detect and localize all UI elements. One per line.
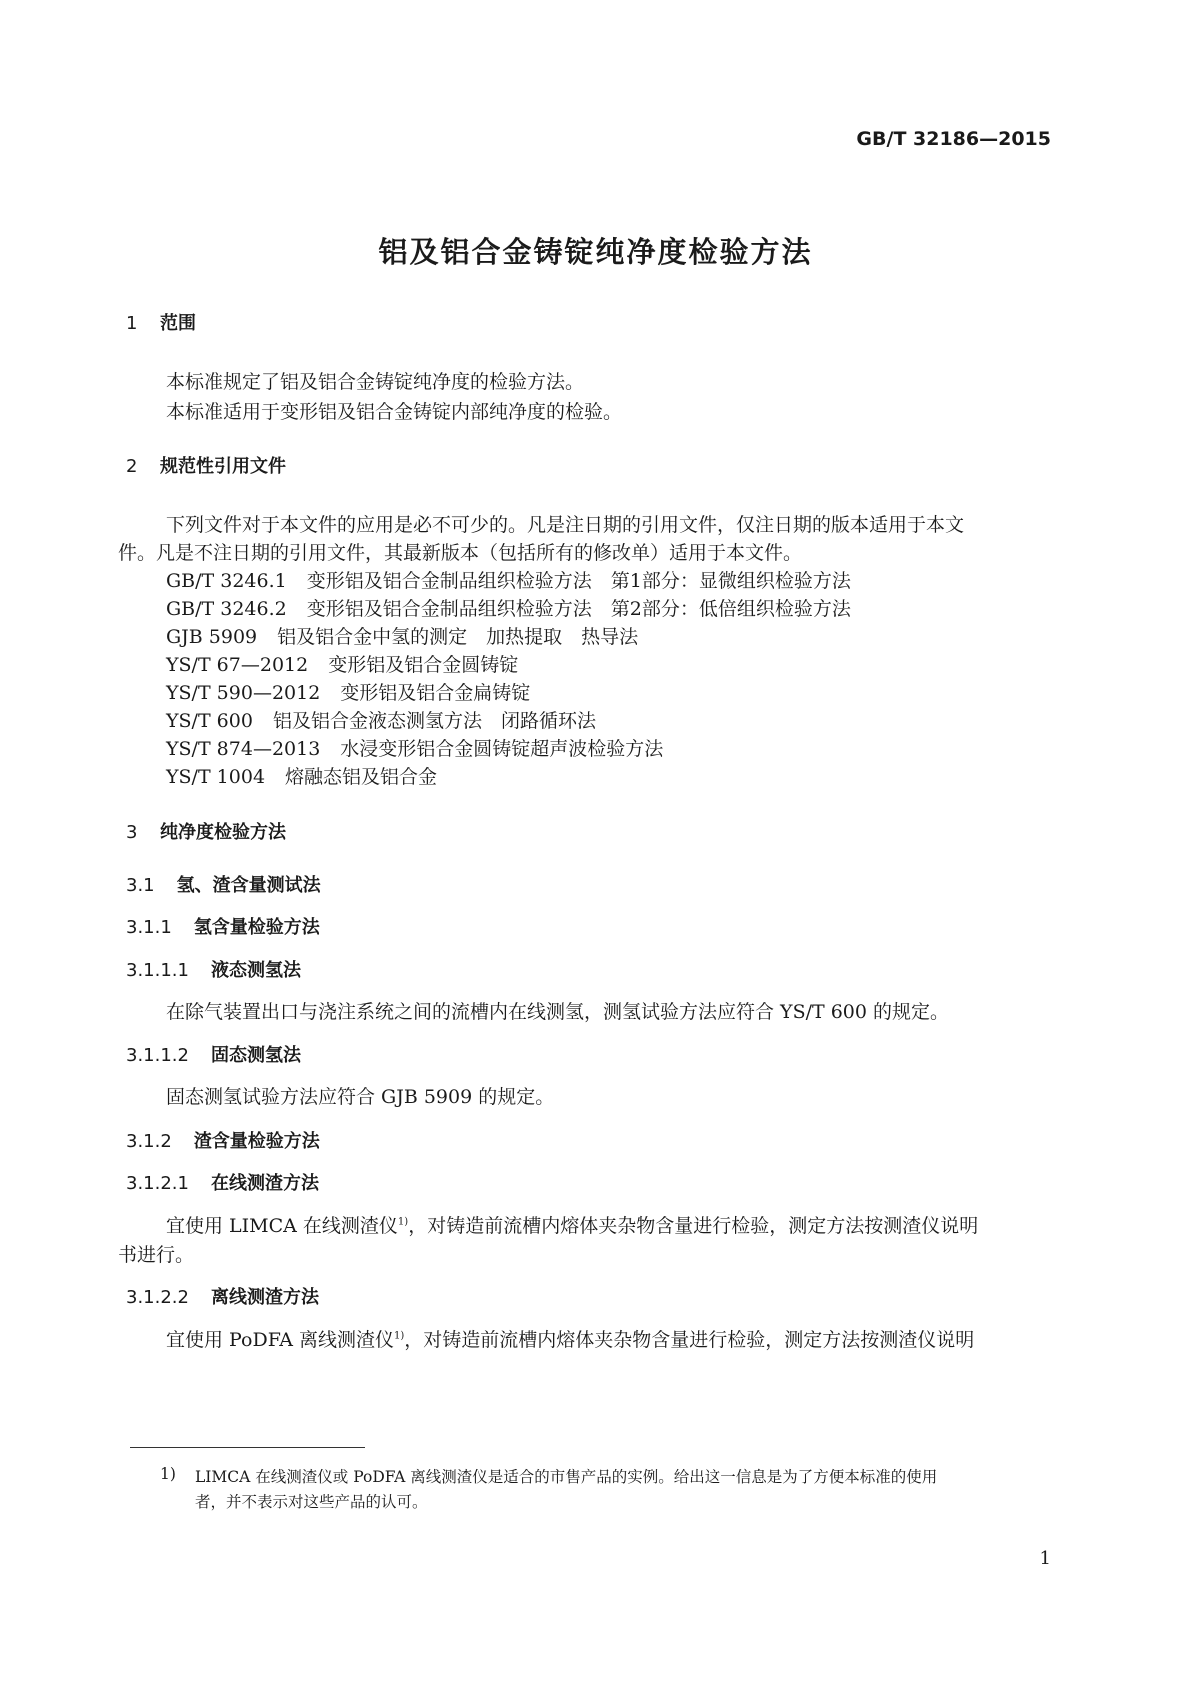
reference-item	[166, 650, 518, 677]
section-number: 3.1.2.1	[126, 1173, 189, 1194]
page-number: 1	[1039, 1548, 1051, 1569]
paragraph	[166, 1211, 978, 1238]
reference-title: 变形铝及铝合金制品组织检验方法 第1部分：显微组织检验方法	[306, 570, 851, 592]
section-number: 3.1.1	[126, 917, 172, 938]
section-title: 纯净度检验方法	[160, 822, 286, 843]
section-title: 氢含量检验方法	[193, 917, 320, 938]
standard-number: GB/T 32186—2015	[856, 128, 1051, 150]
section-number: 2	[126, 456, 138, 477]
reference-code: YS/T 590—2012	[166, 682, 321, 704]
reference-code: YS/T 874—2013	[166, 738, 321, 760]
section-number: 3.1.2	[126, 1131, 172, 1152]
section-number: 3.1.2.2	[126, 1287, 189, 1308]
section-title: 规范性引用文件	[160, 456, 286, 477]
paragraph: 件。凡是不注日期的引用文件，其最新版本（包括所有的修改单）适用于本文件。	[118, 542, 803, 564]
reference-code: GJB 5909	[166, 626, 258, 648]
subsection-3-1-2-2-heading	[126, 1283, 319, 1309]
section-number: 3.1.1.2	[126, 1045, 189, 1066]
paragraph: 下列文件对于本文件的应用是必不可少的。凡是注日期的引用文件，仅注日期的版本适用于本文	[166, 514, 965, 536]
section-title: 氢、渣含量测试法	[176, 875, 321, 896]
subsection-3-1-heading	[126, 871, 321, 897]
footnote-text: 者，并不表示对这些产品的认可。	[195, 1493, 428, 1511]
reference-code: YS/T 67—2012	[166, 654, 309, 676]
subsection-3-1-1-heading	[126, 913, 320, 939]
paragraph-text: ，对铸造前流槽内熔体夹杂物含量进行检验，测定方法按测渣仪说明	[408, 1215, 979, 1237]
paragraph-text: ，对铸造前流槽内熔体夹杂物含量进行检验，测定方法按测渣仪说明	[404, 1329, 975, 1351]
reference-item	[166, 594, 851, 621]
reference-title: 变形铝及铝合金圆铸锭	[328, 654, 519, 676]
reference-item	[166, 622, 638, 649]
paragraph: 在除气装置出口与浇注系统之间的流槽内在线测氢，测氢试验方法应符合 YS/T 600 的规定。	[166, 1001, 950, 1023]
section-number: 1	[126, 313, 138, 334]
reference-title: 铝及铝合金液态测氢方法 闭路循环法	[272, 710, 596, 732]
paragraph	[166, 1325, 974, 1352]
subsection-3-1-2-1-heading	[126, 1169, 319, 1195]
footnote-reference: 1)	[397, 1216, 409, 1228]
reference-title: 铝及铝合金中氢的测定 加热提取 热导法	[277, 626, 639, 648]
paragraph-text: 宜使用 PoDFA 离线测渣仪	[166, 1329, 395, 1351]
reference-item	[166, 566, 851, 593]
section-title: 在线测渣方法	[210, 1173, 319, 1194]
reference-title: 变形铝及铝合金制品组织检验方法 第2部分：低倍组织检验方法	[306, 598, 851, 620]
subsection-3-1-1-2-heading	[126, 1041, 301, 1067]
footnote-reference: 1)	[394, 1330, 405, 1342]
section-2-heading	[126, 452, 286, 478]
paragraph: 本标准适用于变形铝及铝合金铸锭内部纯净度的检验。	[166, 401, 623, 423]
reference-item	[166, 734, 663, 761]
section-number: 3	[126, 822, 138, 843]
subsection-3-1-2-heading	[126, 1127, 320, 1153]
paragraph: 固态测氢试验方法应符合 GJB 5909 的规定。	[166, 1086, 555, 1108]
section-3-heading	[126, 818, 286, 844]
section-title: 渣含量检验方法	[193, 1131, 320, 1152]
reference-title: 水浸变形铝合金圆铸锭超声波检验方法	[340, 738, 664, 760]
section-title: 液态测氢法	[210, 960, 301, 981]
section-title: 范围	[160, 313, 196, 334]
subsection-3-1-1-1-heading	[126, 956, 301, 982]
section-number: 3.1.1.1	[126, 960, 189, 981]
paragraph: 书进行。	[118, 1244, 195, 1266]
paragraph-text: 宜使用 LIMCA 在线测渣仪	[166, 1215, 398, 1237]
reference-item	[166, 706, 596, 733]
section-number: 3.1	[126, 875, 155, 896]
reference-code: GB/T 3246.2	[166, 598, 287, 620]
reference-item	[166, 762, 437, 789]
section-title: 固态测氢法	[210, 1045, 301, 1066]
section-title: 离线测渣方法	[210, 1287, 319, 1308]
section-1-heading	[126, 309, 196, 335]
footnote-divider	[130, 1447, 365, 1448]
footnote-text: LIMCA 在线测渣仪或 PoDFA 离线测渣仪是适合的市售产品的实例。给出这一信息是为了方便本标准的使用	[195, 1468, 938, 1486]
footnote-marker: 1)	[160, 1465, 176, 1483]
reference-code: YS/T 600	[166, 710, 253, 732]
reference-title: 变形铝及铝合金扁铸锭	[340, 682, 531, 704]
reference-title: 熔融态铝及铝合金	[285, 766, 438, 788]
paragraph: 本标准规定了铝及铝合金铸锭纯净度的检验方法。	[166, 371, 585, 393]
document-title: 铝及铝合金铸锭纯净度检验方法	[378, 235, 813, 269]
reference-code: GB/T 3246.1	[166, 570, 287, 592]
reference-code: YS/T 1004	[166, 766, 266, 788]
reference-item	[166, 678, 530, 705]
